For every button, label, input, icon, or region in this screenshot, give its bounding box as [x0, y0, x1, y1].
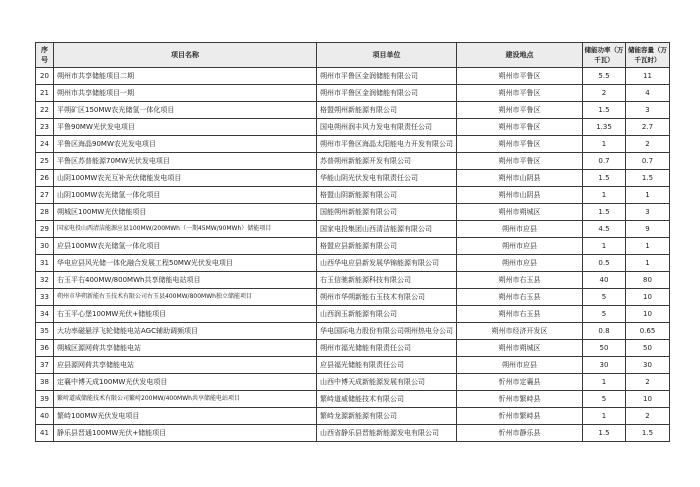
- table-row: [36, 119, 670, 136]
- cell-project-name: 静乐县晋通100MW光伏+储能项目: [54, 425, 317, 442]
- cell-project-name: 华电应县风光储一体化融合发展工程50MW光伏发电项目: [54, 255, 317, 272]
- cell-project-name: 右玉平心堡100MW光伏+储能项目: [54, 306, 317, 323]
- cell-capacity: 3: [626, 102, 670, 119]
- cell-location: 朔州市右玉县: [457, 306, 583, 323]
- cell-power: 1.35: [583, 119, 626, 136]
- table-row: [36, 238, 670, 255]
- cell-power: 1.5: [583, 425, 626, 442]
- cell-project-name: 应县源网荷共享储能电站: [54, 357, 317, 374]
- cell-project-name: 繁峙道威储能技术有限公司繁峙200MW/400MWh共享储能电站项目: [54, 391, 317, 408]
- header-num: 序号: [36, 43, 54, 68]
- cell-location: 朔州市应县: [457, 238, 583, 255]
- table-row: [36, 136, 670, 153]
- cell-location: 朔州市应县: [457, 357, 583, 374]
- cell-project-name: 朔城区100MW光伏储能项目: [54, 204, 317, 221]
- cell-project-unit: 山西省静乐县晋能新能源发电有限公司: [317, 425, 457, 442]
- cell-project-name: 朔城区源网荷共享储能电站: [54, 340, 317, 357]
- cell-project-name: 朔州市共享储能项目二期: [54, 68, 317, 85]
- header-power: 储能功率（万千瓦）: [583, 43, 626, 68]
- cell-power: 1.5: [583, 170, 626, 187]
- cell-project-name: 山阴100MW农光互补光伏储能发电项目: [54, 170, 317, 187]
- cell-project-unit: 山西中博天成新能源发展有限公司: [317, 374, 457, 391]
- cell-location: 朔州市平鲁区: [457, 136, 583, 153]
- cell-power: 5.5: [583, 68, 626, 85]
- cell-num: 22: [36, 102, 54, 119]
- cell-power: 2: [583, 85, 626, 102]
- cell-location: 朔州市山阴县: [457, 170, 583, 187]
- table-row: [36, 102, 670, 119]
- cell-project-name: 平朔矿区150MW农光储氢一体化项目: [54, 102, 317, 119]
- cell-power: 30: [583, 357, 626, 374]
- table-row: [36, 68, 670, 85]
- cell-capacity: 1: [626, 238, 670, 255]
- cell-project-unit: 朔州市平鲁区海晶太阳能电力开发有限公司: [317, 136, 457, 153]
- cell-project-unit: 朔州市福光储能有限责任公司: [317, 340, 457, 357]
- cell-location: 朔州市应县: [457, 221, 583, 238]
- cell-location: 朔州市经济开发区: [457, 323, 583, 340]
- cell-project-unit: 朔州市平鲁区金润储能有限公司: [317, 68, 457, 85]
- table-row: [36, 306, 670, 323]
- cell-num: 25: [36, 153, 54, 170]
- cell-location: 忻州市定襄县: [457, 374, 583, 391]
- cell-capacity: 9: [626, 221, 670, 238]
- cell-capacity: 1: [626, 187, 670, 204]
- cell-location: 朔州市朔城区: [457, 340, 583, 357]
- cell-location: 朔州市平鲁区: [457, 68, 583, 85]
- cell-capacity: 2: [626, 408, 670, 425]
- cell-capacity: 0.65: [626, 323, 670, 340]
- header-unit: 项目单位: [317, 43, 457, 68]
- cell-project-unit: 朔州市华朔新能右玉技术有限公司: [317, 289, 457, 306]
- cell-project-name: 平鲁90MW光伏发电项目: [54, 119, 317, 136]
- table-row: [36, 153, 670, 170]
- cell-num: 37: [36, 357, 54, 374]
- cell-project-name: 平鲁区海晶90MW农光发电项目: [54, 136, 317, 153]
- cell-project-name: 大功率磁悬浮飞轮储能电站AGC辅助调频项目: [54, 323, 317, 340]
- cell-project-unit: 山西华电应县新发展华锦能源有限公司: [317, 255, 457, 272]
- header-name: 项目名称: [54, 43, 317, 68]
- cell-location: 朔州市朔城区: [457, 204, 583, 221]
- cell-project-name: 山阴100MW农光储氢一体化项目: [54, 187, 317, 204]
- cell-project-name: 朔州市华朔新能右玉技术有限公司右玉县400MW/800MWh独立储能项目: [54, 289, 317, 306]
- table-row: [36, 374, 670, 391]
- cell-capacity: 2.7: [626, 119, 670, 136]
- cell-num: 39: [36, 391, 54, 408]
- cell-capacity: 80: [626, 272, 670, 289]
- cell-project-name: 右玉平右400MW/800MWh共享储能电站项目: [54, 272, 317, 289]
- table-row: [36, 187, 670, 204]
- cell-project-unit: 国能朔州新能源有限公司: [317, 204, 457, 221]
- cell-power: 1: [583, 408, 626, 425]
- cell-power: 5: [583, 306, 626, 323]
- cell-project-unit: 华电国际电力股份有限公司朔州热电分公司: [317, 323, 457, 340]
- cell-project-unit: 苏普朔州新能源开发有限公司: [317, 153, 457, 170]
- cell-num: 20: [36, 68, 54, 85]
- cell-power: 5: [583, 289, 626, 306]
- cell-project-unit: 格盟应县新能源有限公司: [317, 238, 457, 255]
- cell-project-unit: 格盟朔州新能源有限公司: [317, 102, 457, 119]
- cell-power: 1: [583, 374, 626, 391]
- cell-capacity: 1: [626, 255, 670, 272]
- cell-power: 50: [583, 340, 626, 357]
- cell-num: 32: [36, 272, 54, 289]
- cell-capacity: 2: [626, 136, 670, 153]
- cell-capacity: 10: [626, 306, 670, 323]
- cell-project-unit: 格盟山阴新能源有限公司: [317, 187, 457, 204]
- cell-location: 忻州市繁峙县: [457, 391, 583, 408]
- cell-num: 27: [36, 187, 54, 204]
- table-row: [36, 391, 670, 408]
- cell-project-name: 国家电投山西清洁能源应县100MW/200MWh（一期45MW/90MWh）储能项目: [54, 221, 317, 238]
- cell-num: 36: [36, 340, 54, 357]
- table-row: [36, 340, 670, 357]
- cell-project-unit: 山西润玉新能源有限公司: [317, 306, 457, 323]
- energy-storage-project-table: [35, 42, 670, 442]
- cell-capacity: 11: [626, 68, 670, 85]
- cell-location: 朔州市平鲁区: [457, 85, 583, 102]
- cell-capacity: 4: [626, 85, 670, 102]
- table-row: [36, 289, 670, 306]
- cell-location: 朔州市右玉县: [457, 272, 583, 289]
- cell-power: 0.5: [583, 255, 626, 272]
- table-row: [36, 357, 670, 374]
- cell-power: 1.5: [583, 204, 626, 221]
- table-row: [36, 170, 670, 187]
- table-row: [36, 425, 670, 442]
- table-row: [36, 204, 670, 221]
- header-location: 建设地点: [457, 43, 583, 68]
- cell-power: 1.5: [583, 102, 626, 119]
- cell-power: 4.5: [583, 221, 626, 238]
- table-header: [36, 43, 670, 68]
- cell-power: 0.7: [583, 153, 626, 170]
- cell-power: 1: [583, 136, 626, 153]
- cell-num: 26: [36, 170, 54, 187]
- cell-capacity: 3: [626, 204, 670, 221]
- cell-capacity: 10: [626, 289, 670, 306]
- cell-location: 忻州市繁峙县: [457, 408, 583, 425]
- cell-capacity: 2: [626, 374, 670, 391]
- cell-power: 5: [583, 391, 626, 408]
- cell-num: 23: [36, 119, 54, 136]
- cell-location: 朔州市右玉县: [457, 289, 583, 306]
- cell-project-name: 平鲁区苏普能源70MW光伏发电项目: [54, 153, 317, 170]
- cell-project-unit: 繁峙道威储能技术有限公司: [317, 391, 457, 408]
- table-row: [36, 85, 670, 102]
- cell-power: 0.8: [583, 323, 626, 340]
- cell-project-unit: 朔州市平鲁区金润储能有限公司: [317, 85, 457, 102]
- cell-project-unit: 国家电投集团山西清洁能源有限公司: [317, 221, 457, 238]
- cell-project-name: 应县100MW农光储氢一体化项目: [54, 238, 317, 255]
- table-row: [36, 408, 670, 425]
- cell-project-unit: 右玉信驰新能源科技有限公司: [317, 272, 457, 289]
- cell-power: 1: [583, 238, 626, 255]
- cell-num: 35: [36, 323, 54, 340]
- cell-num: 34: [36, 306, 54, 323]
- table-body: [36, 68, 670, 442]
- cell-num: 40: [36, 408, 54, 425]
- cell-location: 朔州市平鲁区: [457, 102, 583, 119]
- cell-project-unit: 繁峙龙源新能源有限公司: [317, 408, 457, 425]
- cell-project-name: 定襄中博天成100MW光伏发电项目: [54, 374, 317, 391]
- cell-capacity: 1.5: [626, 425, 670, 442]
- header-capacity: 储能容量（万千瓦时）: [626, 43, 670, 68]
- cell-location: 忻州市静乐县: [457, 425, 583, 442]
- table-row: [36, 272, 670, 289]
- cell-capacity: 30: [626, 357, 670, 374]
- cell-num: 24: [36, 136, 54, 153]
- cell-project-unit: 国电朔州润丰风力发电有限责任公司: [317, 119, 457, 136]
- cell-project-name: 朔州市共享储能项目一期: [54, 85, 317, 102]
- cell-location: 朔州市应县: [457, 255, 583, 272]
- cell-num: 38: [36, 374, 54, 391]
- cell-capacity: 0.7: [626, 153, 670, 170]
- cell-location: 朔州市山阴县: [457, 187, 583, 204]
- cell-power: 40: [583, 272, 626, 289]
- cell-power: 1: [583, 187, 626, 204]
- cell-num: 29: [36, 221, 54, 238]
- cell-num: 30: [36, 238, 54, 255]
- cell-project-unit: 华能山阴光伏发电有限责任公司: [317, 170, 457, 187]
- table-row: [36, 221, 670, 238]
- cell-num: 41: [36, 425, 54, 442]
- cell-num: 33: [36, 289, 54, 306]
- cell-capacity: 10: [626, 391, 670, 408]
- table-row: [36, 323, 670, 340]
- cell-project-name: 繁峙100MW光伏发电项目: [54, 408, 317, 425]
- table-row: [36, 255, 670, 272]
- cell-project-unit: 应县福光储能有限责任公司: [317, 357, 457, 374]
- cell-num: 21: [36, 85, 54, 102]
- cell-num: 28: [36, 204, 54, 221]
- cell-location: 朔州市平鲁区: [457, 153, 583, 170]
- cell-capacity: 1.5: [626, 170, 670, 187]
- cell-capacity: 50: [626, 340, 670, 357]
- cell-location: 朔州市平鲁区: [457, 119, 583, 136]
- cell-num: 31: [36, 255, 54, 272]
